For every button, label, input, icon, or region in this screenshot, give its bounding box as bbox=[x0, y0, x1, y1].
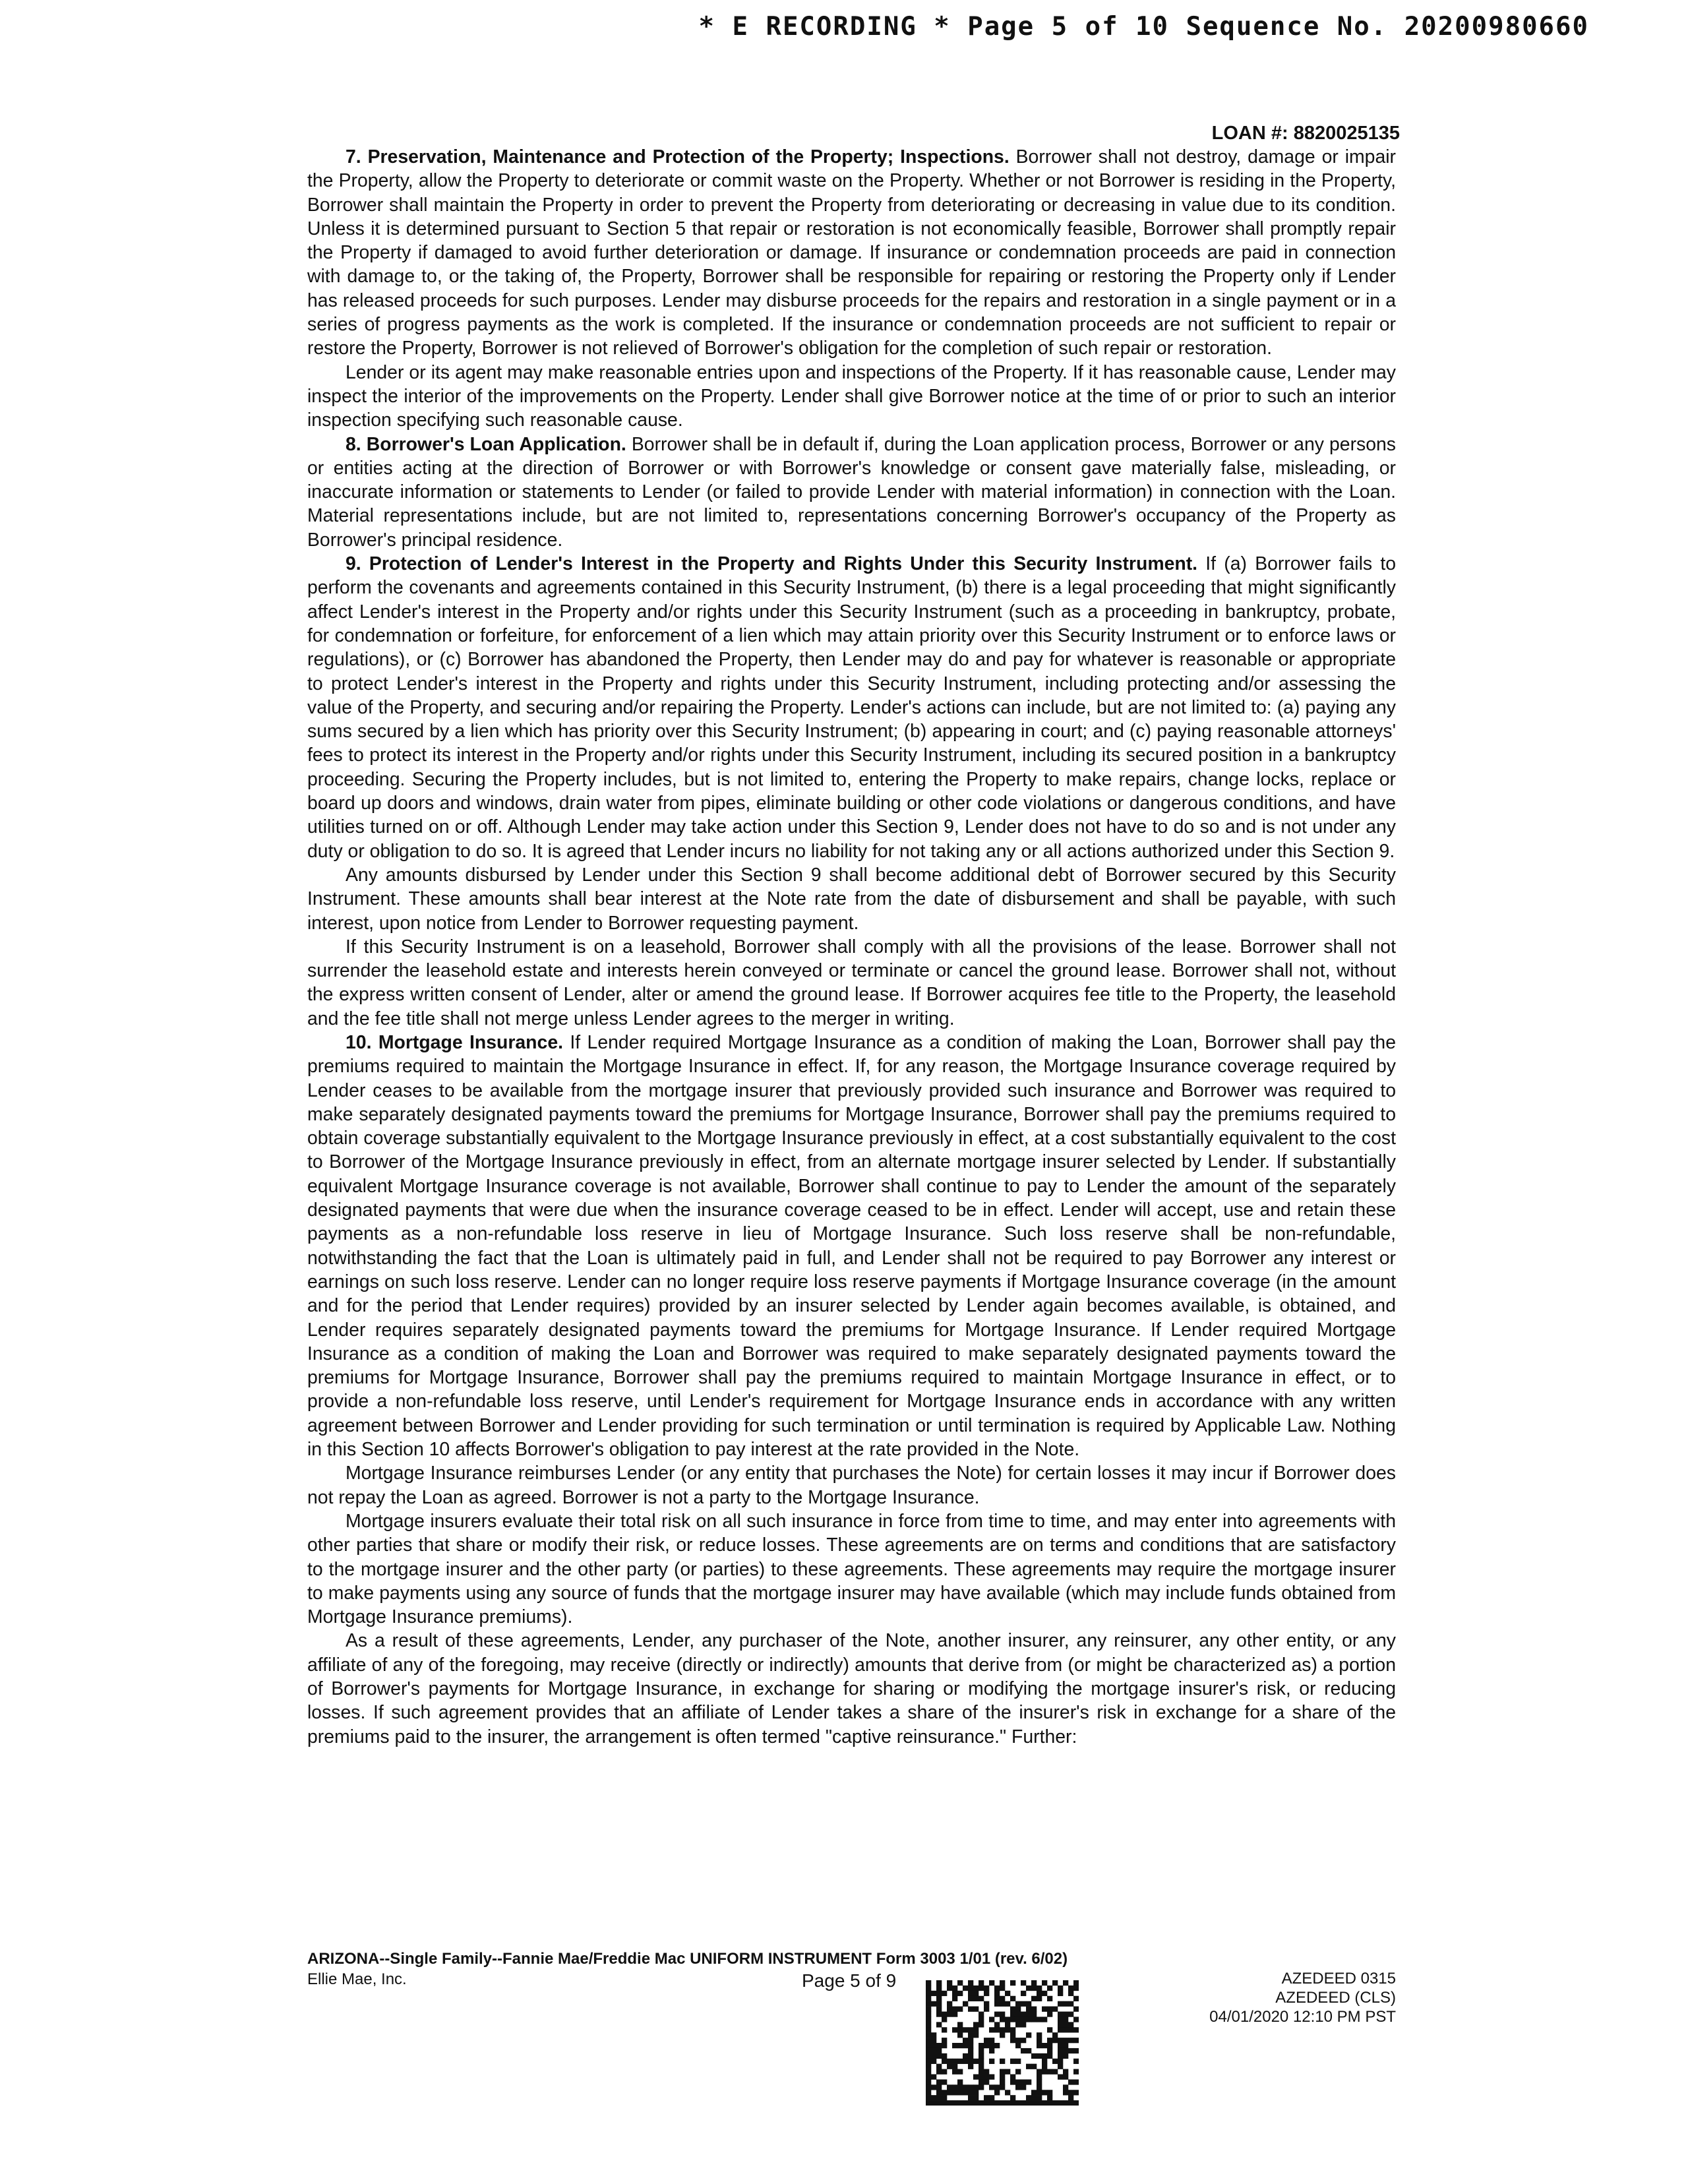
footer-form-title: ARIZONA--Single Family--Fannie Mae/Freddie Mac UNIFORM INSTRUMENT Form 3003 1/01 (rev. 6/02) bbox=[307, 1950, 1068, 1968]
loan-number: LOAN #: 8820025135 bbox=[1211, 123, 1400, 144]
section-9-leasehold-paragraph: If this Security Instrument is on a leasehold, Borrower shall comply with all the provisions of the lease. Borrower shall not surrender the leasehold estate and interests herein conveyed or terminate or cancel the ground lease. Borrower shall not, without the express written consent of Lender, alter or amend the ground lease. If Borrower acquires fee title to the Property, the leasehold and the fee title shall not merge unless Lender agrees to the merger in writing. bbox=[307, 936, 1396, 1029]
section-10-text: If Lender required Mortgage Insurance as a condition of making the Loan, Borrower shall pay the premiums required to maintain the Mortgage Insurance in effect. If, for any reason, the Mortgage Insurance coverage required by Lender ceases to be available from the mortgage insurer that previously provided such insurance and Borrower was required to make separately designated payments toward the premiums for Mortgage Insurance, Borrower shall pay the premiums required to obtain coverage substantially equivalent to the Mortgage Insurance previously in effect, at a cost substantially equivalent to the cost to Borrower of the Mortgage Insurance previously in effect, from an alternate mortgage insurer selected by Lender. If substantially equivalent Mortgage Insurance coverage is not available, Borrower shall continue to pay to Lender the amount of the separately designated payments that were due when the insurance coverage ceased to be in effect. Lender will accept, use and retain these payments as a non-refundable loss reserve in lieu of Mortgage Insurance. Such loss reserve shall be non-refundable, notwithstanding the fact that the Loan is ultimately paid in full, and Lender shall not be required to pay Borrower any interest or earnings on such loss reserve. Lender can no longer require loss reserve payments if Mortgage Insurance coverage (in the amount and for the period that Lender requires) provided by an insurer selected by Lender again becomes available, is obtained, and Lender requires separately designated payments toward the premiums for Mortgage Insurance. If Lender required Mortgage Insurance as a condition of making the Loan and Borrower was required to make separately designated payments toward the premiums for Mortgage Insurance, Borrower shall pay the premiums required to maintain Mortgage Insurance in effect, or to provide a non-refundable loss reserve, until Lender's requirement for Mortgage Insurance ends in accordance with any written agreement between Borrower and Lender providing for such termination or until termination is required by Applicable Law. Nothing in this Section 10 affects Borrower's obligation to pay interest at the rate provided in the Note. bbox=[307, 1031, 1396, 1461]
section-8-text: Borrower shall be in default if, during the Loan application process, Borrower or any persons or entities acting at the direction of Borrower or with Borrower's knowledge or consent gave materially false, misleading, or inaccurate information or statements to Lender (or failed to provide Lender with material information) in connection with the Loan. Material representations include, but are not limited to, representations concerning Borrower's occupancy of the Property as Borrower's principal residence. bbox=[307, 433, 1396, 551]
section-10-reimburse-paragraph: Mortgage Insurance reimburses Lender (or any entity that purchases the Note) for certain losses it may incur if Borrower does not repay the Loan as agreed. Borrower is not a party to the Mortgage Insurance. bbox=[307, 1463, 1396, 1508]
section-10-paragraph bbox=[307, 1031, 1396, 1461]
footer-doc-code: AZEDEED 0315 bbox=[1281, 1970, 1396, 1987]
section-8-paragraph bbox=[307, 433, 1396, 552]
footer-doc-info bbox=[1209, 1969, 1396, 2026]
recording-stamp: * E RECORDING * Page 5 of 10 Sequence No. 20200980660 bbox=[698, 12, 1589, 42]
section-10-agreements-paragraph: As a result of these agreements, Lender, any purchaser of the Note, another insurer, any reinsurer, any other entity, or any affiliate of any of the foregoing, may receive (directly or indirectly) amounts that derive from (or might be characterized as) a portion of Borrower's payments for Mortgage Insurance, in exchange for sharing or modifying the mortgage insurer's risk, or reducing losses. If such agreement provides that an affiliate of Lender takes a share of the insurer's risk in exchange for a share of the premiums paid to the insurer, the arrangement is often termed "captive reinsurance." Further: bbox=[307, 1630, 1396, 1747]
footer-timestamp: 04/01/2020 12:10 PM PST bbox=[1209, 2008, 1396, 2026]
section-7-paragraph bbox=[307, 145, 1396, 361]
section-10-insurers-paragraph: Mortgage insurers evaluate their total risk on all such insurance in force from time to time, and may enter into agreements with other parties that share or modify their risk, or reduce losses. These agreements are on terms and conditions that are satisfactory to the mortgage insurer and the other party (or parties) to these agreements. These agreements may require the mortgage insurer to make payments using any source of funds that the mortgage insurer may have available (which may include funds obtained from Mortgage Insurance premiums). bbox=[307, 1510, 1396, 1628]
section-9-amounts-paragraph: Any amounts disbursed by Lender under this Section 9 shall become additional debt of Borrower secured by this Security Instrument. These amounts shall bear interest at the Note rate from the date of disbursement and shall be payable, with such interest, upon notice from Lender to Borrower requesting payment. bbox=[307, 864, 1396, 934]
footer-company: Ellie Mae, Inc. bbox=[307, 1970, 407, 1988]
footer-page-number: Page 5 of 9 bbox=[802, 1970, 897, 1991]
footer-doc-code-cls: AZEDEED (CLS) bbox=[1275, 1989, 1396, 2007]
section-8-heading: 8. Borrower's Loan Application. bbox=[346, 433, 626, 455]
section-9-text: If (a) Borrower fails to perform the covenants and agreements contained in this Security Instrument, (b) there is a legal proceeding that might significantly affect Lender's interest in the Property and/or rights under this Security Instrument (such as a proceeding in bankruptcy, probate, for condemnation or forfeiture, for enforcement of a lien which may attain priority over this Security Instrument or to enforce laws or regulations), or (c) Borrower has abandoned the Property, then Lender may do and pay for whatever is reasonable or appropriate to protect Lender's interest in the Property and rights under this Security Instrument, including protecting and/or assessing the value of the Property, and securing and/or repairing the Property. Lender's actions can include, but are not limited to: (a) paying any sums secured by a lien which has priority over this Security Instrument; (b) appearing in court; and (c) paying reasonable attorneys' fees to protect its interest in the Property and/or rights under this Security Instrument, including its secured position in a bankruptcy proceeding. Securing the Property includes, but is not limited to, entering the Property to make repairs, change locks, replace or board up doors and windows, drain water from pipes, eliminate building or other code violations or dangerous conditions, and have utilities turned on or off. Although Lender may take action under this Section 9, Lender does not have to do so and is not under any duty or obligation to do so. It is agreed that Lender incurs no liability for not taking any or all actions authorized under this Section 9. bbox=[307, 553, 1396, 862]
section-7-inspections-paragraph: Lender or its agent may make reasonable entries upon and inspections of the Property. If it has reasonable cause, Lender may inspect the interior of the improvements on the Property. Lender shall give Borrower notice at the time of or prior to such an interior inspection specifying such reasonable cause. bbox=[307, 361, 1396, 431]
section-9-heading: 9. Protection of Lender's Interest in the Property and Rights Under this Security Instrument. bbox=[346, 553, 1198, 575]
section-10-heading: 10. Mortgage Insurance. bbox=[346, 1031, 563, 1053]
section-7-heading: 7. Preservation, Maintenance and Protection of the Property; Inspections. bbox=[346, 146, 1010, 167]
document-body bbox=[307, 145, 1396, 1749]
section-9-paragraph bbox=[307, 552, 1396, 863]
section-7-text: Borrower shall not destroy, damage or impair the Property, allow the Property to deteriorate or commit waste on the Property. Whether or not Borrower is residing in the Property, Borrower shall maintain the Property in order to prevent the Property from deteriorating or decreasing in value due to its condition. Unless it is determined pursuant to Section 5 that repair or restoration is not economically feasible, Borrower shall promptly repair the Property if damaged to avoid further deterioration or damage. If insurance or condemnation proceeds are paid in connection with damage to, or the taking of, the Property, Borrower shall be responsible for repairing or restoring the Property only if Lender has released proceeds for such purposes. Lender may disburse proceeds for the repairs and restoration in a single payment or in a series of progress payments as the work is completed. If the insurance or condemnation proceeds are not sufficient to repair or restore the Property, Borrower is not relieved of Borrower's obligation for the completion of such repair or restoration. bbox=[307, 146, 1396, 359]
barcode-icon bbox=[926, 1980, 1079, 2106]
